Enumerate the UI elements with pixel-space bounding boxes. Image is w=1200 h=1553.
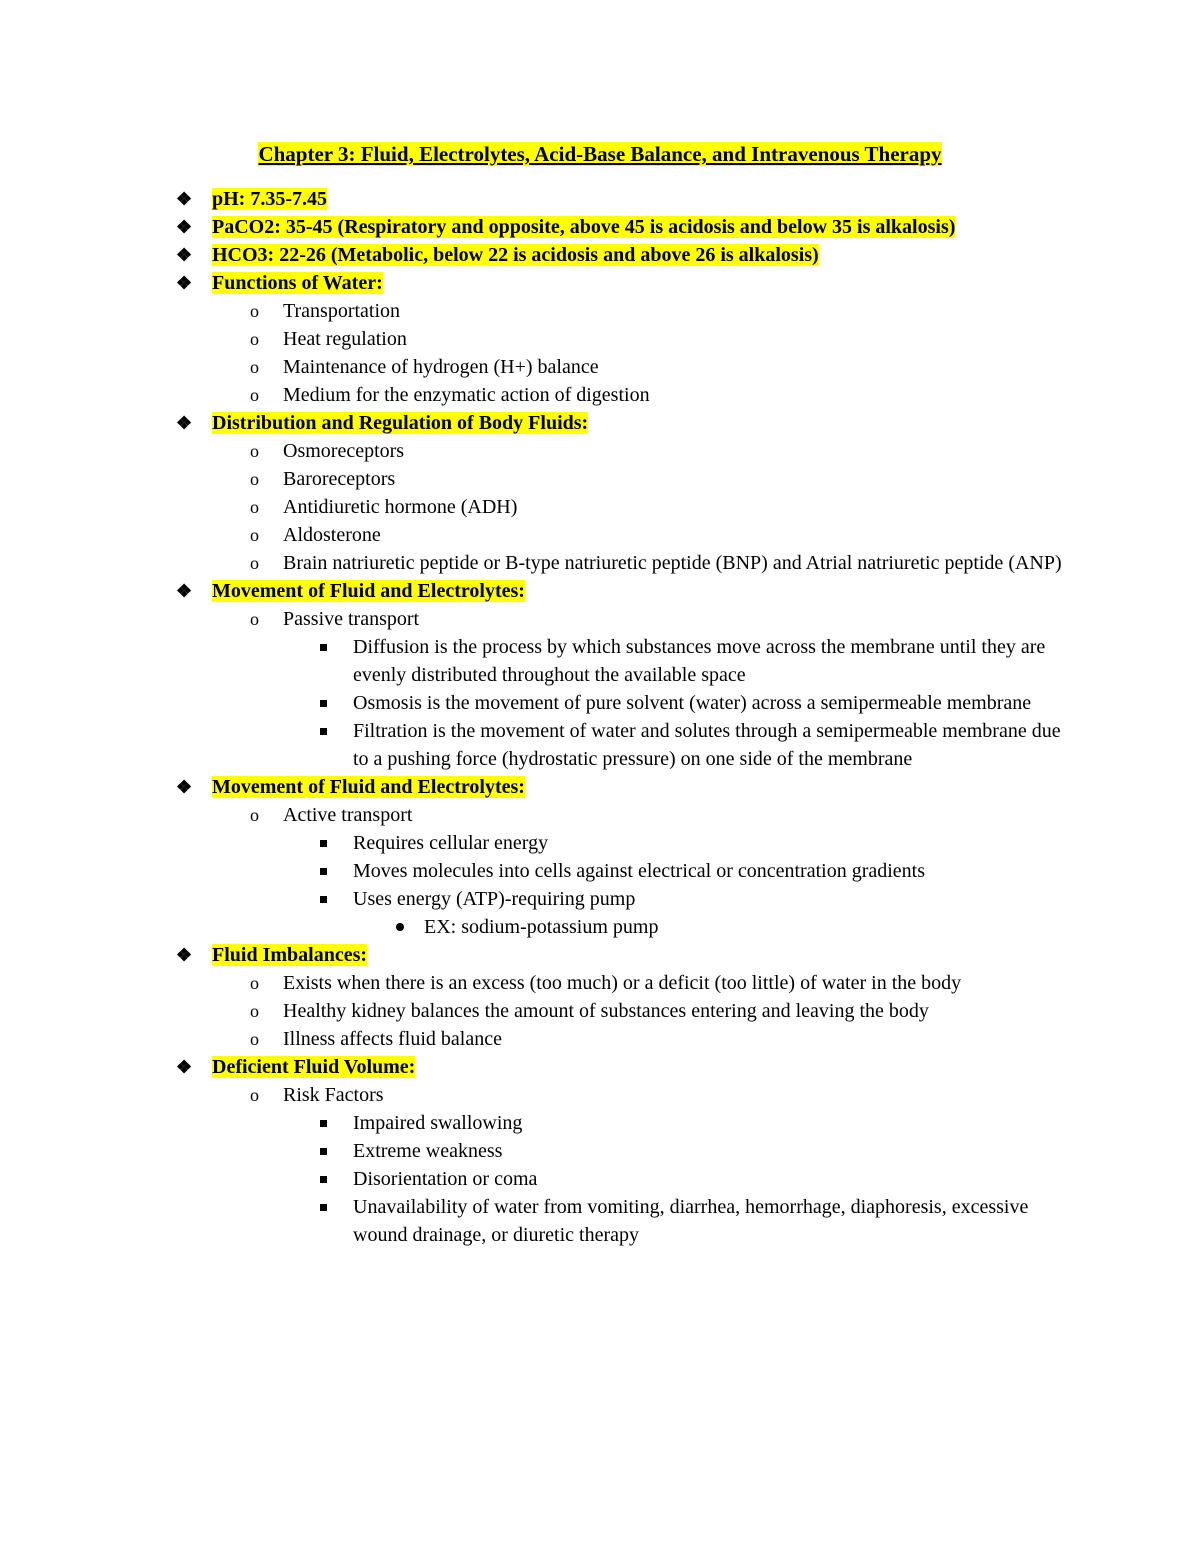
list-item-text: Distribution and Regulation of Body Fluids: bbox=[212, 412, 589, 434]
list-item-text: Baroreceptors bbox=[283, 468, 396, 490]
list-item-text: Aldosterone bbox=[283, 524, 381, 546]
circle-bullet-icon: o bbox=[250, 441, 259, 461]
square-bullet-icon bbox=[320, 840, 327, 847]
list-item-level-2 bbox=[174, 801, 1074, 829]
list-item-level-4 bbox=[174, 913, 1074, 941]
list-item-level-3 bbox=[174, 1165, 1074, 1193]
circle-bullet-icon: o bbox=[250, 525, 259, 545]
square-bullet-icon bbox=[320, 728, 327, 735]
diamond-bullet-icon: ❖ bbox=[176, 1057, 193, 1077]
list-item-text: Fluid Imbalances: bbox=[212, 944, 368, 966]
list-item-level-2 bbox=[174, 997, 1074, 1025]
diamond-bullet-icon: ❖ bbox=[176, 581, 193, 601]
circle-bullet-icon: o bbox=[250, 497, 259, 517]
square-bullet-icon bbox=[320, 1148, 327, 1155]
list-item-text: Unavailability of water from vomiting, diarrhea, hemorrhage, diaphoresis, excessive wound drainage, or diuretic therapy bbox=[353, 1196, 1029, 1246]
list-item-text: Diffusion is the process by which substances move across the membrane until they are evenly distributed throughout the available space bbox=[353, 636, 1046, 686]
list-item-level-2 bbox=[174, 437, 1074, 465]
list-item-text: Deficient Fluid Volume: bbox=[212, 1056, 416, 1078]
list-item-text: EX: sodium-potassium pump bbox=[424, 916, 659, 938]
circle-bullet-icon: o bbox=[250, 1085, 259, 1105]
list-item-level-2 bbox=[174, 1025, 1074, 1053]
list-item-text: Maintenance of hydrogen (H+) balance bbox=[283, 356, 599, 378]
square-bullet-icon bbox=[320, 868, 327, 875]
circle-bullet-icon: o bbox=[250, 357, 259, 377]
circle-bullet-icon: o bbox=[250, 1001, 259, 1021]
list-item-level-3 bbox=[174, 1193, 1074, 1249]
list-item-level-3 bbox=[174, 717, 1074, 773]
list-item-text: Filtration is the movement of water and solutes through a semipermeable membrane due to a pushing force (hydrostatic pressure) on one side of the membrane bbox=[353, 720, 1061, 770]
list-item-text: Disorientation or coma bbox=[353, 1168, 538, 1190]
list-item-level-2 bbox=[174, 297, 1074, 325]
square-bullet-icon bbox=[320, 1120, 327, 1127]
list-item-level-1 bbox=[174, 577, 1074, 605]
list-item-level-2 bbox=[174, 493, 1074, 521]
list-item-level-3 bbox=[174, 885, 1074, 913]
diamond-bullet-icon: ❖ bbox=[176, 189, 193, 209]
list-item-level-3 bbox=[174, 857, 1074, 885]
page-title bbox=[0, 140, 1200, 168]
diamond-bullet-icon: ❖ bbox=[176, 777, 193, 797]
list-item-text: Requires cellular energy bbox=[353, 832, 549, 854]
circle-bullet-icon: o bbox=[250, 469, 259, 489]
list-item-level-1 bbox=[174, 269, 1074, 297]
list-item-level-1 bbox=[174, 941, 1074, 969]
list-item-text: Impaired swallowing bbox=[353, 1112, 523, 1134]
list-item-text: PaCO2: 35-45 (Respiratory and opposite, above 45 is acidosis and below 35 is alkalosis) bbox=[212, 216, 956, 238]
list-item-text: Medium for the enzymatic action of digestion bbox=[283, 384, 650, 406]
list-item-level-3 bbox=[174, 689, 1074, 717]
list-item-text: Antidiuretic hormone (ADH) bbox=[283, 496, 518, 518]
list-item-text: Transportation bbox=[283, 300, 401, 322]
list-item-level-2 bbox=[174, 465, 1074, 493]
dot-bullet-icon bbox=[396, 923, 404, 931]
list-item-text: Illness affects fluid balance bbox=[283, 1028, 502, 1050]
list-item-level-2 bbox=[174, 353, 1074, 381]
diamond-bullet-icon: ❖ bbox=[176, 245, 193, 265]
notes-list bbox=[174, 185, 1074, 1249]
circle-bullet-icon: o bbox=[250, 1029, 259, 1049]
list-item-level-3 bbox=[174, 1137, 1074, 1165]
list-item-level-1 bbox=[174, 1053, 1074, 1081]
list-item-level-2 bbox=[174, 1081, 1074, 1109]
list-item-text: Moves molecules into cells against electrical or concentration gradients bbox=[353, 860, 926, 882]
list-item-level-2 bbox=[174, 969, 1074, 997]
list-item-level-2 bbox=[174, 549, 1074, 577]
list-item-level-2 bbox=[174, 521, 1074, 549]
circle-bullet-icon: o bbox=[250, 973, 259, 993]
list-item-text: HCO3: 22-26 (Metabolic, below 22 is acidosis and above 26 is alkalosis) bbox=[212, 244, 819, 266]
list-item-level-3 bbox=[174, 829, 1074, 857]
list-item-level-2 bbox=[174, 381, 1074, 409]
list-item-text: Movement of Fluid and Electrolytes: bbox=[212, 776, 525, 798]
list-item-text: Active transport bbox=[283, 804, 413, 826]
list-item-level-1 bbox=[174, 185, 1074, 213]
list-item-level-2 bbox=[174, 325, 1074, 353]
circle-bullet-icon: o bbox=[250, 805, 259, 825]
list-item-level-3 bbox=[174, 1109, 1074, 1137]
page-title-text: Chapter 3: Fluid, Electrolytes, Acid-Base Balance, and Intravenous Therapy bbox=[258, 142, 942, 166]
list-item-level-1 bbox=[174, 213, 1074, 241]
diamond-bullet-icon: ❖ bbox=[176, 413, 193, 433]
list-item-level-1 bbox=[174, 773, 1074, 801]
list-item-text: pH: 7.35-7.45 bbox=[212, 188, 327, 210]
list-item-text: Osmosis is the movement of pure solvent (water) across a semipermeable membrane bbox=[353, 692, 1032, 714]
list-item-text: Heat regulation bbox=[283, 328, 407, 350]
square-bullet-icon bbox=[320, 700, 327, 707]
list-item-level-1 bbox=[174, 409, 1074, 437]
list-item-level-2 bbox=[174, 605, 1074, 633]
list-item-text: Passive transport bbox=[283, 608, 420, 630]
diamond-bullet-icon: ❖ bbox=[176, 945, 193, 965]
list-item-level-1 bbox=[174, 241, 1074, 269]
list-item-text: Brain natriuretic peptide or B-type natriuretic peptide (BNP) and Atrial natriuretic peptide (ANP) bbox=[283, 552, 1062, 574]
list-item-text: Functions of Water: bbox=[212, 272, 383, 294]
square-bullet-icon bbox=[320, 1176, 327, 1183]
circle-bullet-icon: o bbox=[250, 385, 259, 405]
list-item-text: Risk Factors bbox=[283, 1084, 384, 1106]
list-item-text: Extreme weakness bbox=[353, 1140, 503, 1162]
circle-bullet-icon: o bbox=[250, 301, 259, 321]
diamond-bullet-icon: ❖ bbox=[176, 217, 193, 237]
square-bullet-icon bbox=[320, 1204, 327, 1211]
diamond-bullet-icon: ❖ bbox=[176, 273, 193, 293]
circle-bullet-icon: o bbox=[250, 553, 259, 573]
list-item-text: Exists when there is an excess (too much) or a deficit (too little) of water in the body bbox=[283, 972, 962, 994]
list-item-level-3 bbox=[174, 633, 1074, 689]
list-item-text: Osmoreceptors bbox=[283, 440, 405, 462]
list-item-text: Uses energy (ATP)-requiring pump bbox=[353, 888, 636, 910]
circle-bullet-icon: o bbox=[250, 329, 259, 349]
list-item-text: Healthy kidney balances the amount of substances entering and leaving the body bbox=[283, 1000, 929, 1022]
square-bullet-icon bbox=[320, 644, 327, 651]
list-item-text: Movement of Fluid and Electrolytes: bbox=[212, 580, 525, 602]
circle-bullet-icon: o bbox=[250, 609, 259, 629]
square-bullet-icon bbox=[320, 896, 327, 903]
